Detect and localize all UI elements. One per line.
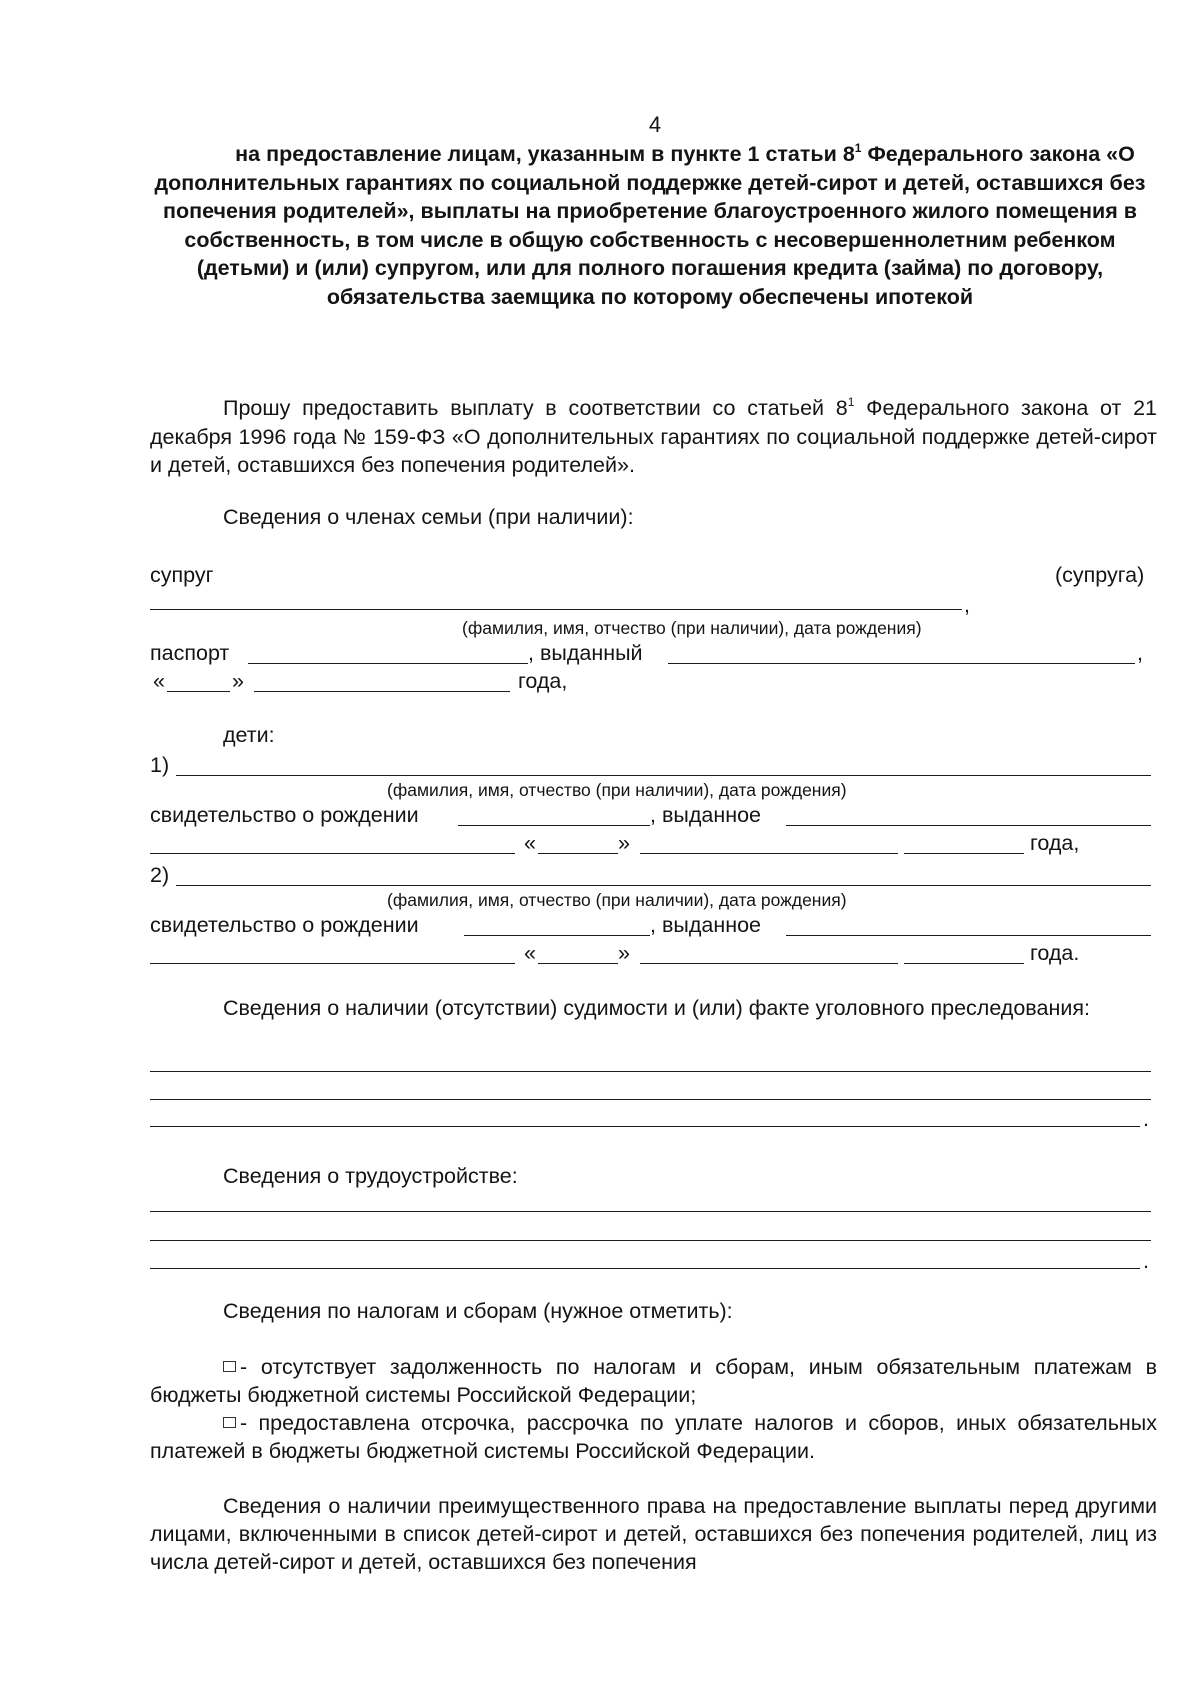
priority-paragraph: Сведения о наличии преимущественного права на предоставление выплаты перед другими лицами, включенными в список детей-сирот и детей, оставшихся без попечения родителей, лиц из числа детей-сирот и детей, оставшихся без попечения <box>150 1494 1157 1574</box>
employment-heading: Сведения о трудоустройстве: <box>223 1164 518 1188</box>
child2-issued-label: , выданное <box>650 913 761 937</box>
child2-year-label: года. <box>1030 941 1080 965</box>
title-line1: на предоставление лицам, указанным в пункте 1 статьи 8 <box>235 142 855 166</box>
employment-period: . <box>1143 1249 1149 1273</box>
page-number: 4 <box>648 112 662 137</box>
child2-quote-close: » <box>618 941 630 965</box>
child1-day-field[interactable] <box>538 853 618 854</box>
child2-day-field[interactable] <box>538 963 618 964</box>
child1-month-field[interactable] <box>640 853 898 854</box>
child2-quote-open: « <box>524 941 536 965</box>
request-paragraph <box>150 394 1157 480</box>
employment-field-line1[interactable] <box>150 1211 1151 1212</box>
child2-name-field[interactable] <box>176 885 1151 886</box>
criminal-paragraph: Сведения о наличии (отсутствии) судимости и (или) факте уголовного преследования: <box>223 996 1090 1020</box>
child2-issuer-field-cont[interactable] <box>150 963 515 964</box>
passport-year-label: года, <box>518 669 568 693</box>
passport-comma: , <box>1137 641 1143 665</box>
passport-month-field[interactable] <box>254 691 510 692</box>
child1-quote-open: « <box>524 831 536 855</box>
passport-issuer-field[interactable] <box>668 663 1135 664</box>
title-rest: закона «О дополнительных гарантиях по социальной поддержке детей-сирот и детей, оставшихся без попечения родителей», выплаты на приобретение благоустроенного жилого помещения в собственность, в том числе в общую собственность с несовершеннолетним ребенком (детьми) и (или) супругом, или для полного погашения кредита (займа) по договору, обязательства заемщика по которому обеспечены ипотекой <box>154 142 1146 309</box>
title-line1-end: Федерального <box>861 142 1024 166</box>
tax-option-no-debt-text: - отсутствует задолженность по налогам и сборам, иным обязательным платежам в бюджеты бюджетной системы Российской Федерации; <box>150 1355 1157 1407</box>
child1-caption: (фамилия, имя, отчество (при наличии), дата рождения) <box>387 780 847 800</box>
spouse-caption: (фамилия, имя, отчество (при наличии), дата рождения) <box>462 618 922 638</box>
child2-issuer-field[interactable] <box>786 935 1151 936</box>
passport-quote-open: « <box>153 669 165 693</box>
request-superscript: 1 <box>847 395 855 409</box>
spouse-label: супруг <box>150 563 214 587</box>
child2-year-field[interactable] <box>904 963 1024 964</box>
request-text: Прошу предоставить выплату в соответствии со статьей 8 <box>223 396 848 420</box>
passport-day-field[interactable] <box>167 691 230 692</box>
child2-month-field[interactable] <box>640 963 898 964</box>
passport-quote-close: » <box>232 669 244 693</box>
spouse-female-label: (супруга) <box>1055 563 1145 587</box>
child2-cert-label: свидетельство о рождении <box>150 913 419 937</box>
child1-number: 1) <box>150 753 170 777</box>
passport-label: паспорт <box>150 641 230 665</box>
child1-year-label: года, <box>1030 831 1080 855</box>
spouse-name-field[interactable] <box>150 609 962 610</box>
employment-field-line3[interactable] <box>150 1268 1140 1269</box>
child1-name-field[interactable] <box>176 775 1151 776</box>
passport-number-field[interactable] <box>248 663 528 664</box>
child1-cert-number-field[interactable] <box>458 825 650 826</box>
child1-year-field[interactable] <box>904 853 1024 854</box>
child2-number: 2) <box>150 863 170 887</box>
child1-quote-close: » <box>618 831 630 855</box>
tax-option-deferral-text: - предоставлена отсрочка, рассрочка по уплате налогов и сборов, иных обязательных платежей в бюджеты бюджетной системы Российской Федерации. <box>150 1411 1157 1463</box>
criminal-period: . <box>1143 1107 1149 1131</box>
criminal-field-line1[interactable] <box>150 1071 1151 1072</box>
tax-option-deferral[interactable] <box>150 1409 1157 1465</box>
child1-issuer-field[interactable] <box>786 825 1151 826</box>
family-heading: Сведения о членах семьи (при наличии): <box>223 505 634 529</box>
employment-field-line2[interactable] <box>150 1240 1151 1241</box>
spouse-comma: , <box>964 593 970 617</box>
child2-caption: (фамилия, имя, отчество (при наличии), дата рождения) <box>387 890 847 910</box>
child1-issuer-field-cont[interactable] <box>150 853 515 854</box>
children-heading: дети: <box>223 723 275 747</box>
checkbox-icon[interactable] <box>223 1361 236 1372</box>
title-superscript: 1 <box>854 141 862 155</box>
document-title <box>150 140 1150 312</box>
passport-issued-label: , выданный <box>528 641 643 665</box>
request-text-end: Федерального закона от 21 декабря 1996 года № 159-ФЗ «О дополнительных гарантиях по социальной поддержке детей-сирот и детей, оставшихся без попечения родителей». <box>150 396 1157 478</box>
child2-cert-number-field[interactable] <box>464 935 650 936</box>
tax-option-no-debt[interactable] <box>150 1353 1157 1409</box>
child1-cert-label: свидетельство о рождении <box>150 803 419 827</box>
checkbox-icon[interactable] <box>223 1417 236 1428</box>
child1-issued-label: , выданное <box>650 803 761 827</box>
taxes-heading: Сведения по налогам и сборам (нужное отметить): <box>223 1299 733 1323</box>
criminal-field-line2[interactable] <box>150 1099 1151 1100</box>
criminal-field-line3[interactable] <box>150 1126 1140 1127</box>
